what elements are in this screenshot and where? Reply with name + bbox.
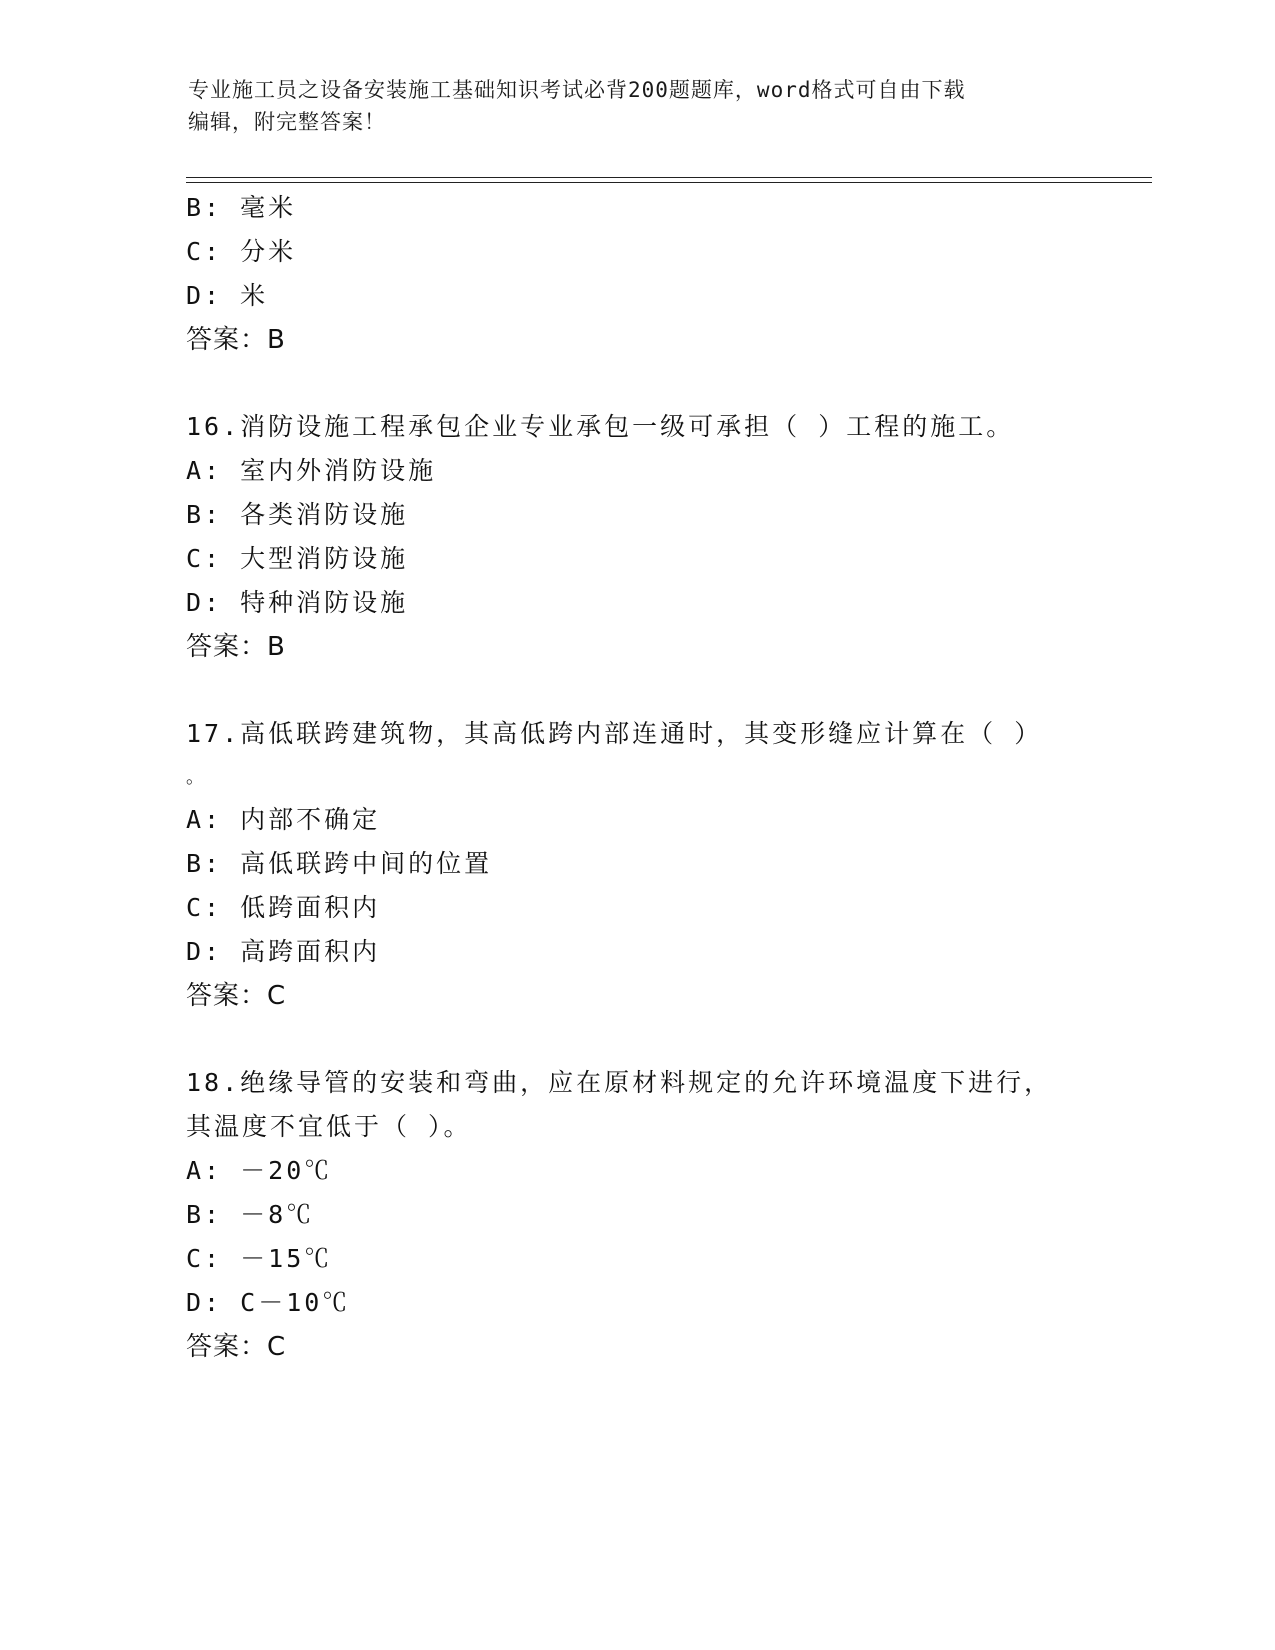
q16-answer: 答案：B	[186, 632, 286, 662]
q18-option-a: A: －20℃	[186, 1156, 333, 1185]
q17-question-line-1: 17.高低联跨建筑物，其高低跨内部连通时，其变形缝应计算在（ ）	[186, 719, 1043, 748]
header-title-line-1: 专业施工员之设备安装施工基础知识考试必背200题题库，word格式可自由下载	[188, 78, 966, 102]
q17-option-a: A: 内部不确定	[186, 805, 381, 834]
q17-question-line-2: 。	[186, 767, 207, 788]
q15-option-c: C: 分米	[186, 237, 297, 266]
q18-option-c: C: －15℃	[186, 1244, 333, 1273]
q15-option-b: B: 毫米	[186, 193, 297, 222]
header-divider-bottom	[186, 182, 1152, 183]
q16-option-d: D: 特种消防设施	[186, 588, 409, 617]
q15-option-d: D: 米	[186, 281, 269, 310]
q18-option-b: B: －8℃	[186, 1200, 315, 1229]
q17-option-c: C: 低跨面积内	[186, 893, 381, 922]
q16-option-b: B: 各类消防设施	[186, 500, 409, 529]
q16-option-a: A: 室内外消防设施	[186, 456, 437, 485]
q16-question: 16.消防设施工程承包企业专业承包一级可承担（ ）工程的施工。	[186, 412, 1015, 441]
q18-option-d: D: C－10℃	[186, 1288, 351, 1317]
header-divider-top	[186, 177, 1152, 178]
document-header	[188, 74, 1068, 138]
q17-option-d: D: 高跨面积内	[186, 937, 381, 966]
q15-answer: 答案：B	[186, 325, 286, 355]
q18-question-line-1: 18.绝缘导管的安装和弯曲，应在原材料规定的允许环境温度下进行，	[186, 1068, 1053, 1097]
q18-question-line-2: 其温度不宜低于（ ）。	[186, 1112, 472, 1141]
q18-answer: 答案：C	[186, 1332, 287, 1362]
header-title-line-2: 编辑，附完整答案！	[188, 110, 386, 134]
q17-answer: 答案：C	[186, 981, 287, 1011]
q17-option-b: B: 高低联跨中间的位置	[186, 849, 493, 878]
q16-option-c: C: 大型消防设施	[186, 544, 409, 573]
